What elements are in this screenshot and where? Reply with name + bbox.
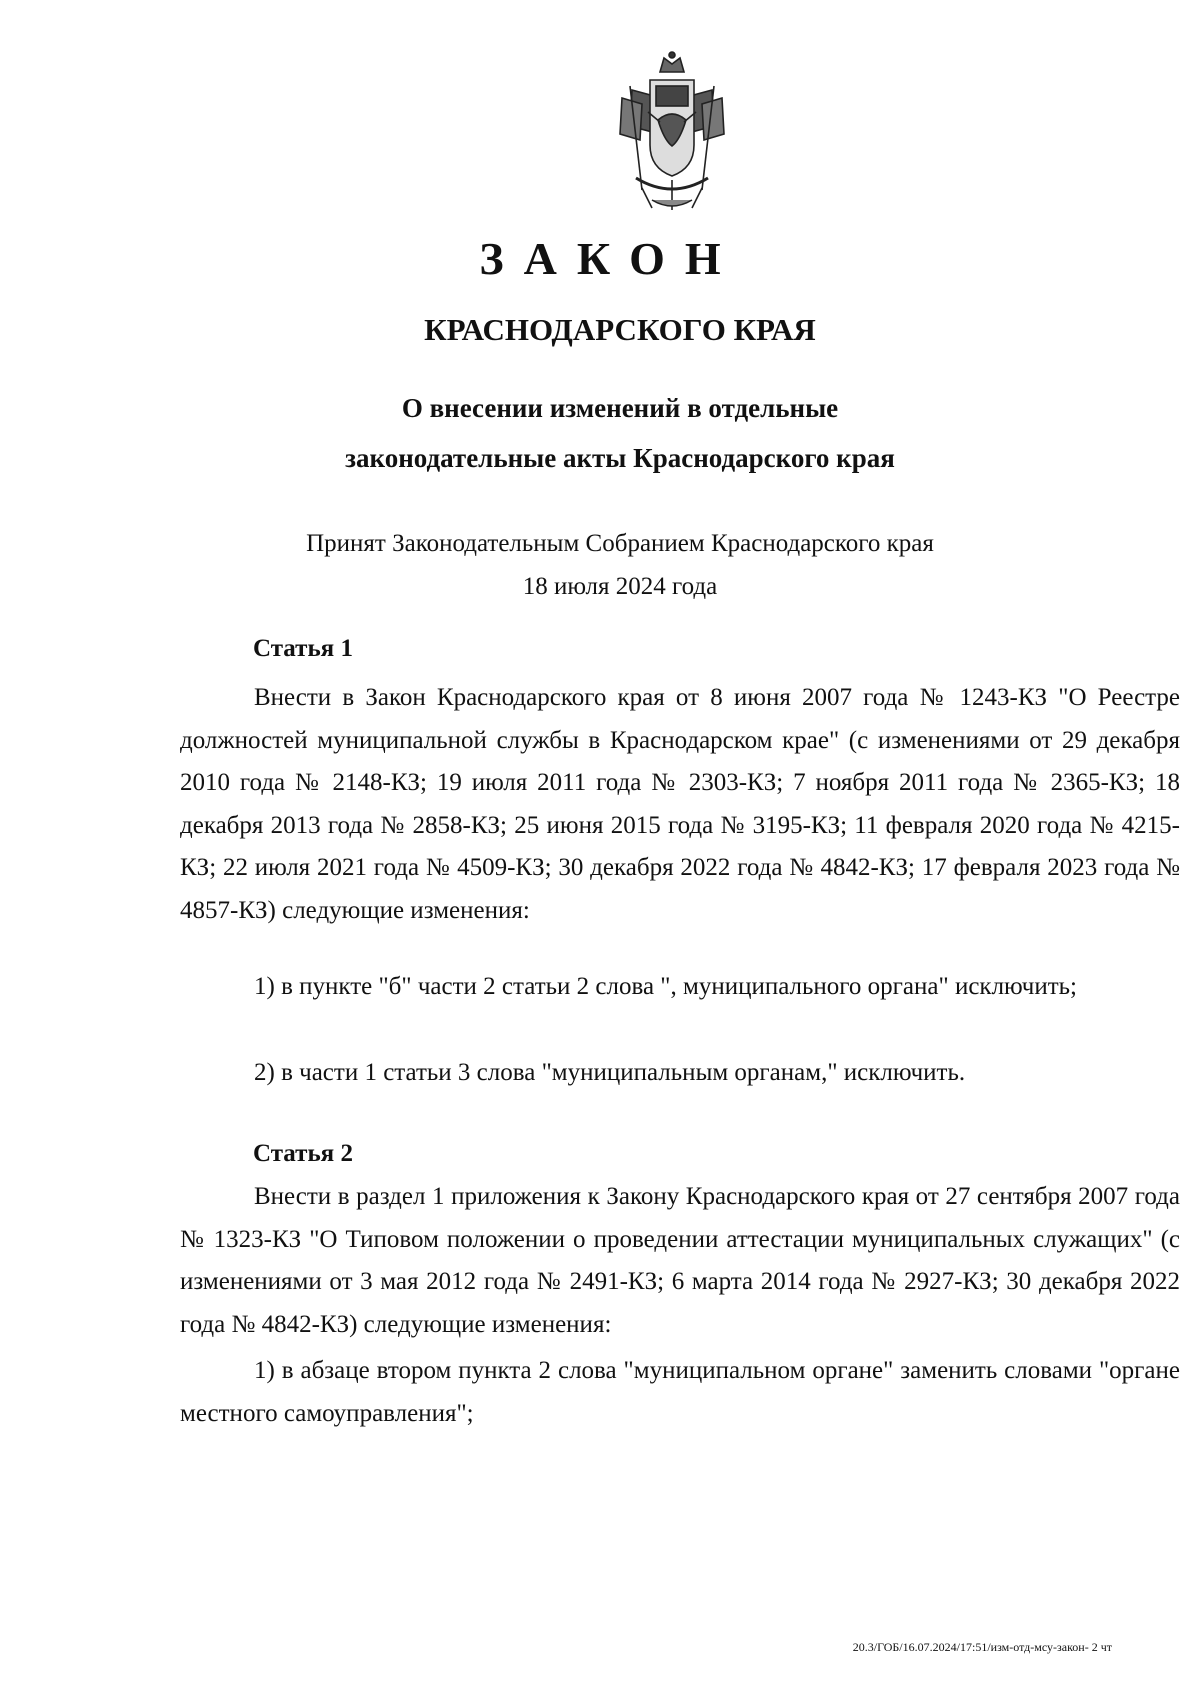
document-subtitle: КРАСНОДАРСКОГО КРАЯ bbox=[424, 312, 816, 347]
article-1-title: Статья 1 bbox=[253, 635, 353, 662]
article-2-title: Статья 2 bbox=[253, 1140, 353, 1167]
adopted-date: 18 июля 2024 года bbox=[522, 573, 718, 600]
adopted-line-1: Принят Законодательным Собранием Краснодарского края bbox=[306, 530, 934, 557]
footer-code: 20.3/ГОБ/16.07.2024/17:51/изм-отд-мсу-закон- 2 чт bbox=[852, 1640, 1112, 1654]
document-title: ЗАКОН bbox=[479, 233, 741, 284]
article-2-intro: Внести в раздел 1 приложения к Закону Краснодарского края от 27 сентября 2007 года № 1323-КЗ "О Типовом положении о проведении аттестации муниципальных служащих" (с изменениями от 3 мая 2012 года № 2491-КЗ; 6 марта 2014 года № 2927-КЗ; 30 декабря 2022 года № 4842-КЗ) следующие изменения: bbox=[180, 1183, 1180, 1338]
article-1-intro: Внести в Закон Краснодарского края от 8 июня 2007 года № 1243-КЗ "О Реестре должностей муниципальной службы в Краснодарском крае" (с изменениями от 29 декабря 2010 года № 2148-КЗ; 19 июля 2011 года № 2303-КЗ; 7 ноября 2011 года № 2365-КЗ; 18 декабря 2013 года № 2858-КЗ; 25 июня 2015 года № 3195-КЗ; 11 февраля 2020 года № 4215-КЗ; 22 июля 2021 года № 4509-КЗ; 30 декабря 2022 года № 4842-КЗ; 17 февраля 2023 года № 4857-КЗ) следующие изменения: bbox=[180, 684, 1180, 924]
coat-of-arms-icon bbox=[612, 50, 732, 215]
article-2-item-1: 1) в абзаце втором пункта 2 слова "муниципальном органе" заменить словами "органе местного самоуправления"; bbox=[180, 1357, 1180, 1427]
article-1-item-1: 1) в пункте "б" части 2 статьи 2 слова ", муниципального органа" исключить; bbox=[254, 973, 1077, 1000]
heading-line-2: законодательные акты Краснодарского края bbox=[345, 443, 895, 473]
heading-line-1: О внесении изменений в отдельные bbox=[401, 393, 839, 423]
article-1-item-2: 2) в части 1 статьи 3 слова "муниципальным органам," исключить. bbox=[254, 1059, 966, 1086]
